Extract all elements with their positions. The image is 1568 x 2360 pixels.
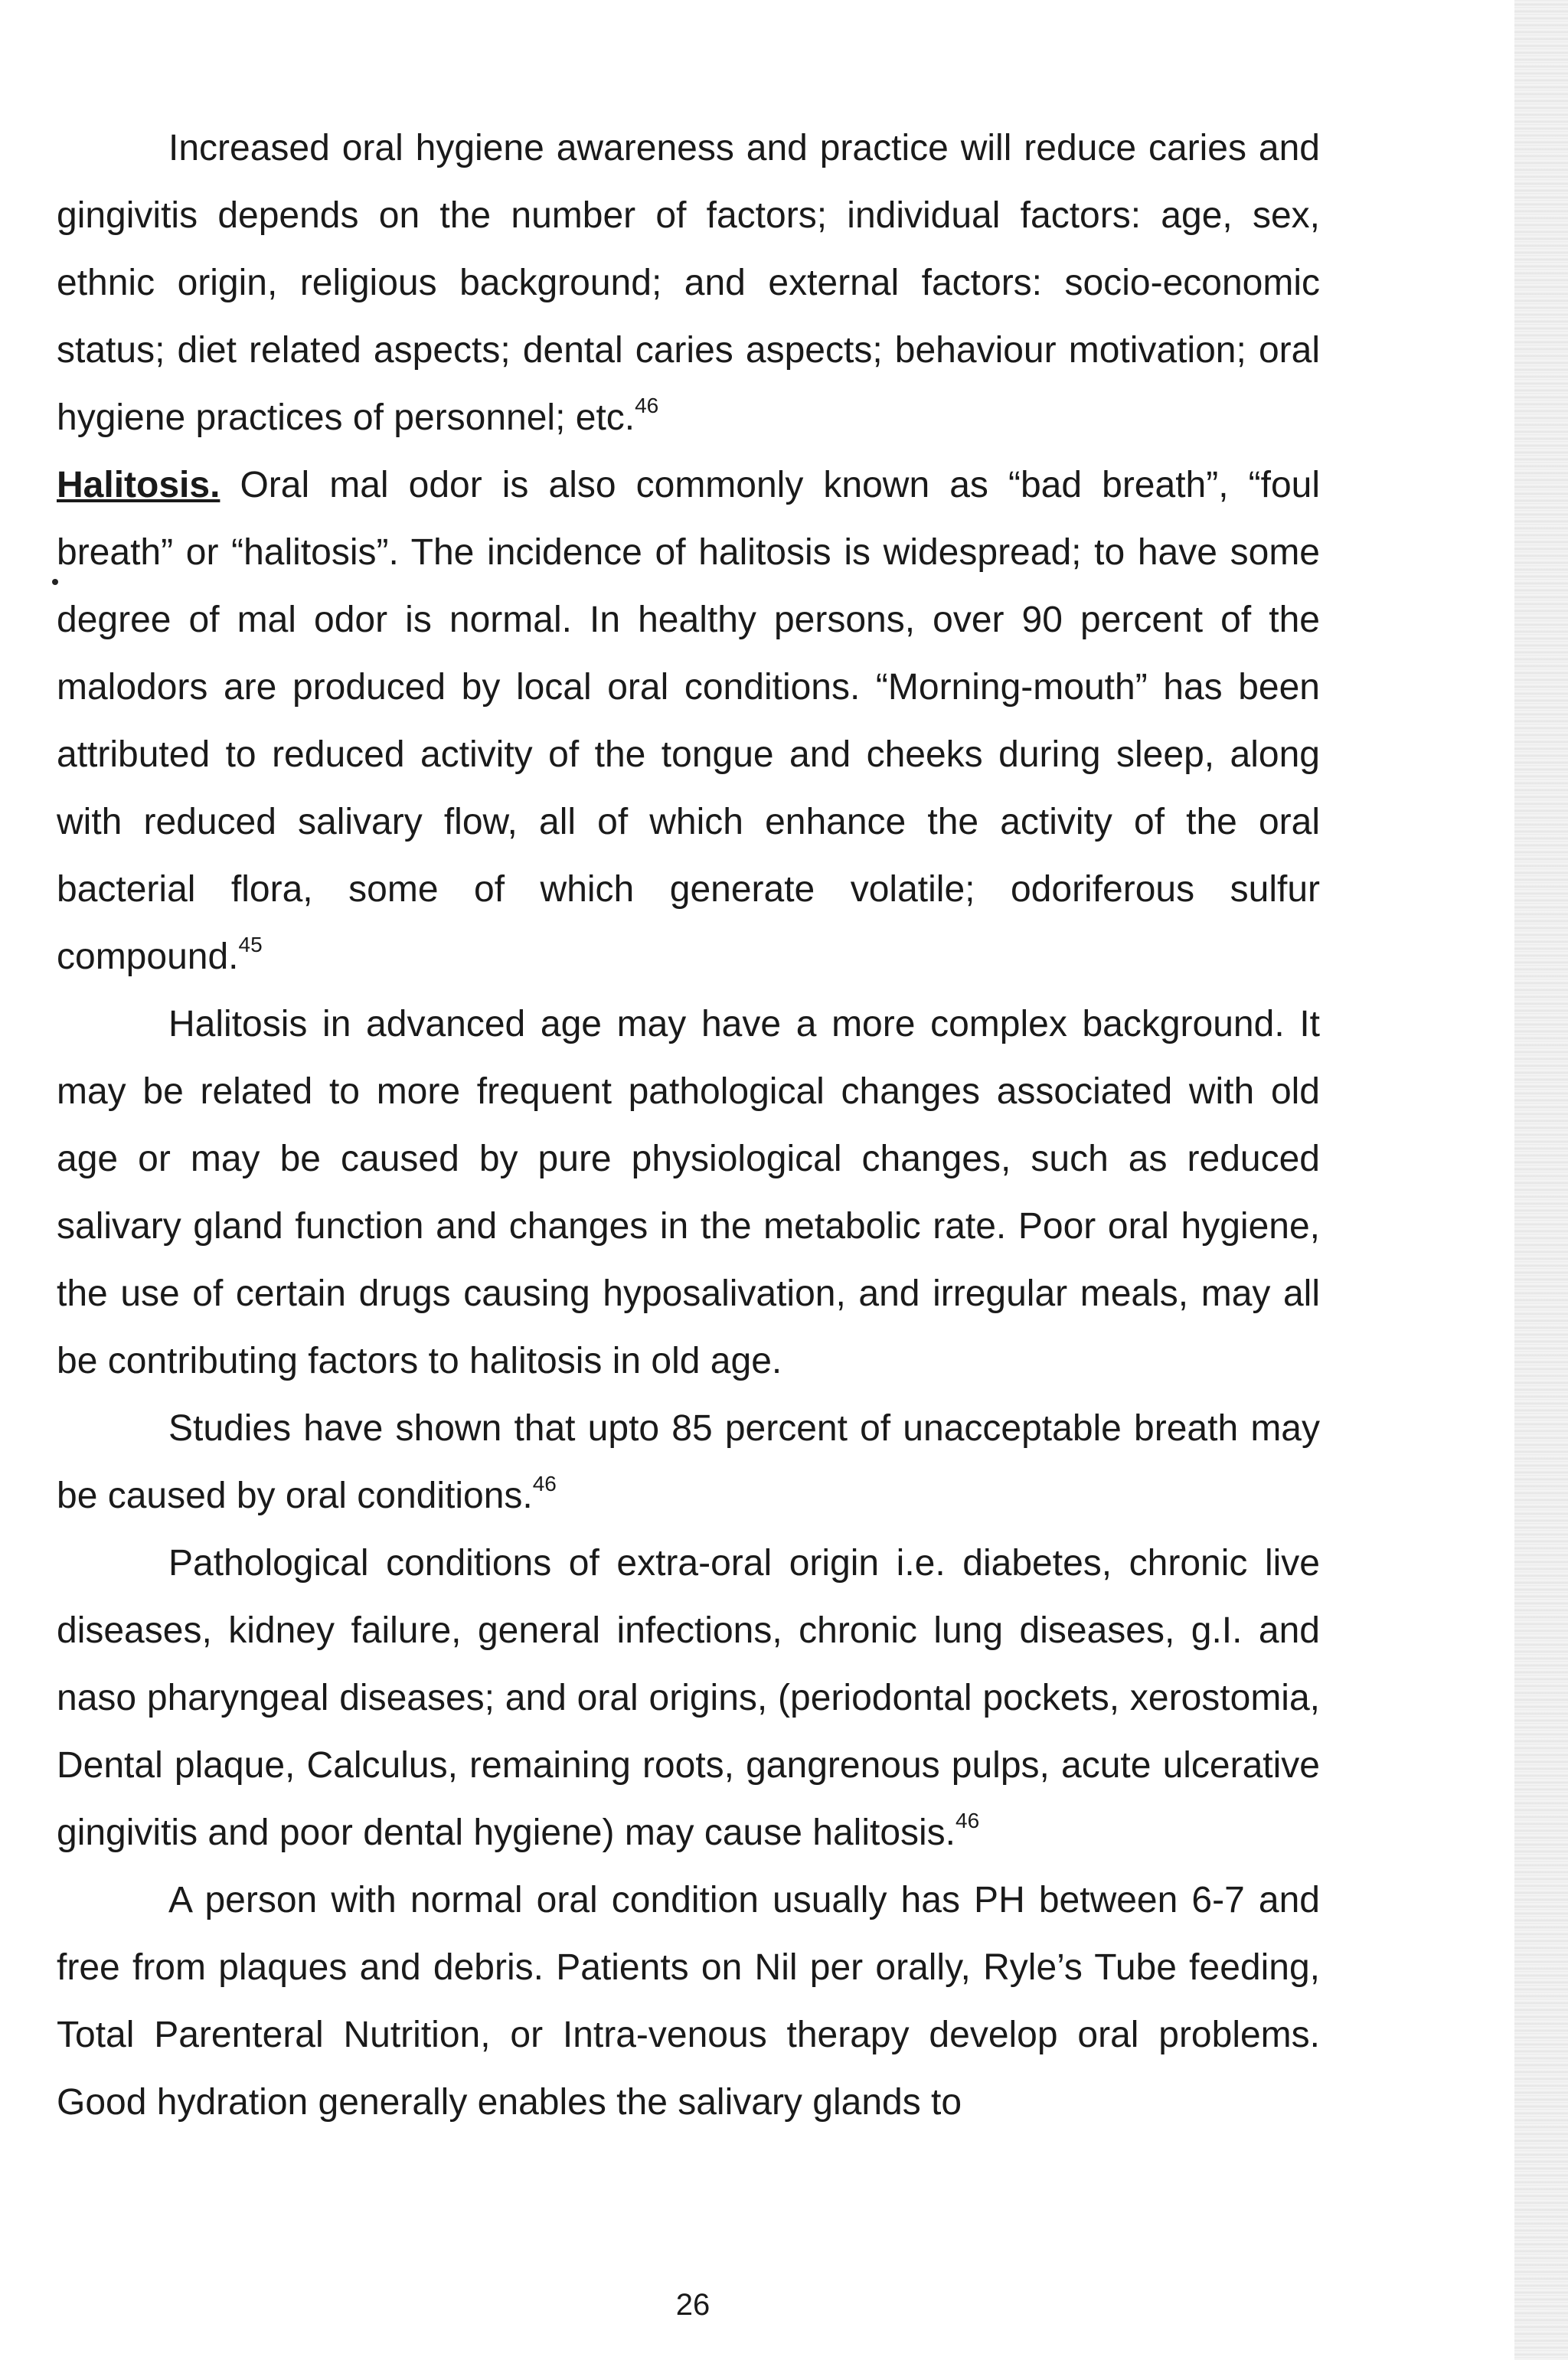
page-number: 26 (675, 2288, 710, 2322)
paragraph-normal-oral (57, 1867, 1320, 2136)
paragraph-text: Studies have shown that upto 85 percent of unacceptable breath may be caused by oral conditions. (57, 1408, 1320, 1516)
scan-edge-shadow (1514, 0, 1568, 2360)
citation-ref: 46 (956, 1809, 980, 1832)
paragraph-oral-hygiene (57, 115, 1320, 452)
paragraph-halitosis (57, 452, 1320, 991)
paragraph-pathological (57, 1530, 1320, 1867)
paragraph-studies (57, 1395, 1320, 1530)
paragraph-text: Pathological conditions of extra-oral origin i.e. diabetes, chronic live diseases, kidney failure, general infections, chronic lung diseases, g.I. and naso pharyngeal diseases; and oral origins, (periodontal pockets, xerostomia, Dental plaque, Calculus, remaining roots, gangrenous pulps, acute ulcerative gingivitis and poor dental hygiene) may cause halitosis. (57, 1543, 1320, 1853)
paragraph-text: Oral mal odor is also commonly known as “bad breath”, “foul breath” or “halitosis”. The incidence of halitosis is widespread; to have some degree of mal odor is normal. In healthy persons, over 90 percent of the malodors are produced by local oral conditions. “Morning-mouth” has been attributed to reduced activity of the tongue and cheeks during sleep, along with reduced salivary flow, all of which enhance the activity of the oral bacterial flora, some of which generate volatile; odoriferous sulfur compound. (57, 465, 1320, 977)
paragraph-text: Halitosis in advanced age may have a more complex background. It may be related to more frequent pathological changes associated with old age or may be caused by pure physiological changes, such as reduced salivary gland function and changes in the metabolic rate. Poor oral hygiene, the use of certain drugs causing hyposalivation, and irregular meals, may all be contributing factors to halitosis in old age. (57, 1004, 1320, 1381)
paragraph-advanced-age (57, 991, 1320, 1395)
section-heading: Halitosis. (57, 465, 220, 505)
citation-ref: 46 (635, 394, 659, 417)
body-text (57, 115, 1320, 2136)
citation-ref: 45 (238, 933, 263, 956)
paragraph-text: A person with normal oral condition usually has PH between 6-7 and free from plaques and debris. Patients on Nil per orally, Ryle’s Tube feeding, Total Parenteral Nutrition, or Intra-venous therapy develop oral problems. Good hydration generally enables the salivary glands to (57, 1880, 1320, 2123)
paragraph-text: Increased oral hygiene awareness and practice will reduce caries and gingivitis depends on the number of factors; individual factors: age, sex, ethnic origin, religious background; and external factors: socio-economic status; diet related aspects; dental caries aspects; behaviour motivation; oral hygiene practices of personnel; etc. (57, 128, 1320, 438)
citation-ref: 46 (532, 1472, 557, 1495)
